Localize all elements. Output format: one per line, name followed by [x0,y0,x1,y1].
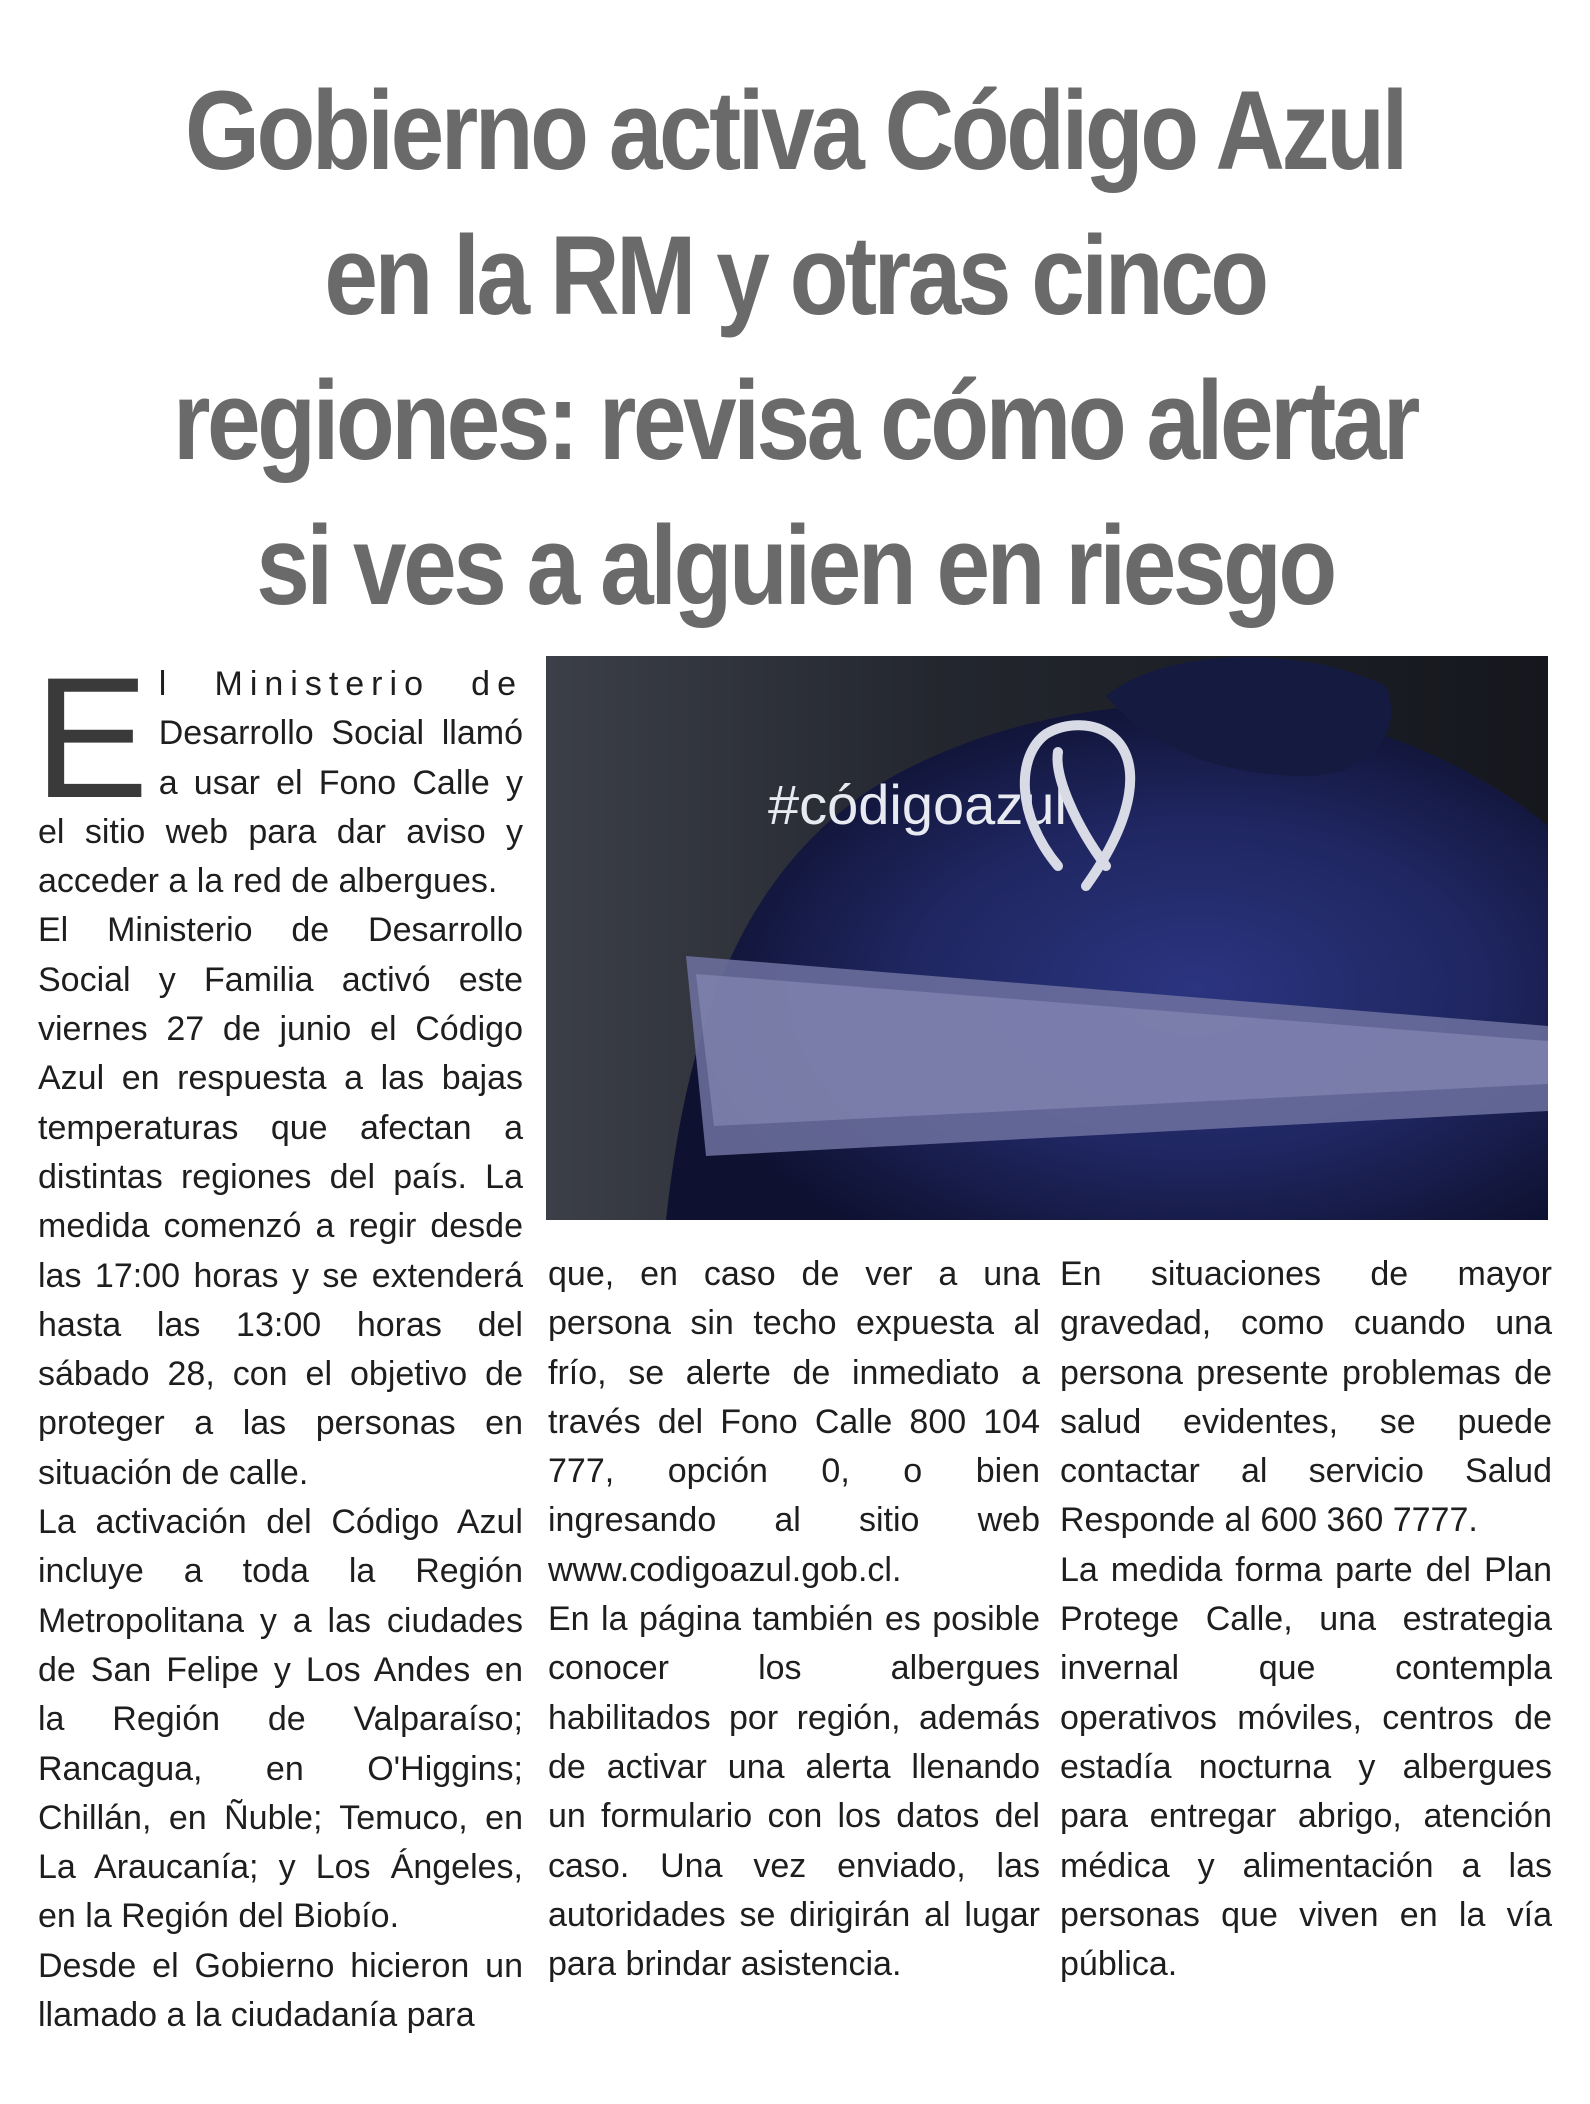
drop-cap: E [34,642,149,834]
paragraph: Desde el Gobierno hicieron un llamado a la ciudadanía para [38,1946,523,2035]
paragraph: que, en caso de ver a una persona sin techo expuesta al frío, se alerte de inmediato a través del Fono Calle 800 104 777, opción 0, o bien ingresando al sitio web www.codigoazul.gob.cl. [548,1255,1040,1589]
paragraph: La medida forma parte del Plan Protege Calle, una estrategia invernal que contempla operativos móviles, centros de estadía nocturna y albergues para entregar abrigo, atención médica y alimentación a las personas que viven en la vía pública. [1060,1550,1552,1984]
article-column-1 [34,642,523,2040]
jacket-illustration [546,656,1548,1220]
lead-text: Desarrollo Social llamó a usar el Fono Calle y el sitio web para dar aviso y acceder a la red de albergues. [38,714,523,901]
lead-first-line: l Ministerio de [158,665,523,703]
article-column-3 [1060,1250,1552,1989]
lead-paragraph [34,642,523,906]
article-photo [546,656,1548,1220]
article-column-2 [548,1250,1040,1989]
paragraph: En la página también es posible conocer los albergues habilitados por región, además de activar una alerta llenando un formulario con los datos del caso. Una vez enviado, las autoridades se dirigirán al lugar para brindar asistencia. [548,1600,1040,1984]
paragraph: La activación del Código Azul incluye a toda la Región Metropolitana y a las ciudades de San Felipe y Los Andes en la Región de Valparaíso; Rancagua, en O'Higgins; Chillán, en Ñuble; Temuco, en La Araucanía; y Los Ángeles, en la Región del Biobío. [38,1503,523,1936]
headline [137,58,1453,638]
paragraph: En situaciones de mayor gravedad, como cuando una persona presente problemas de salud evidentes, se puede contactar al servicio Salud Responde al 600 360 7777. [1060,1255,1552,1540]
headline-line-4: si ves a alguien en riesgo [256,503,1334,628]
headline-line-3: regiones: revisa cómo alertar [173,358,1417,483]
paragraph: El Ministerio de Desarrollo Social y Familia activó este viernes 27 de junio el Código Azul en respuesta a las bajas temperaturas que afectan a distintas regiones del país. La medida comenzó a regir desde las 17:00 horas y se extenderá hasta las 13:00 horas del sábado 28, con el objetivo de proteger a las personas en situación de calle. [38,911,523,1492]
headline-line-2: en la RM y otras cinco [324,213,1266,338]
headline-line-1: Gobierno activa Código Azul [184,68,1405,193]
shirt-print-text: #códigoazul [768,773,1067,836]
